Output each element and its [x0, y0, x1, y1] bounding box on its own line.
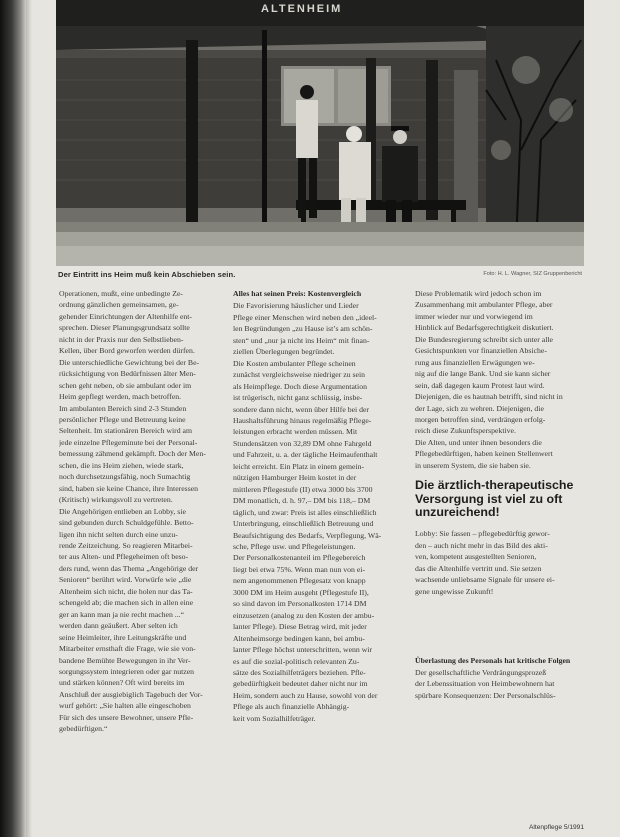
text-line: Im ambulanten Bereich sind 2-3 Stunden: [59, 403, 187, 413]
column-3-body-c: [415, 667, 583, 701]
text-line: so sind davon im Personalkosten 1714 DM: [233, 599, 367, 609]
text-line: Senioren“ berührt wird. Vorwürfe wie „die: [59, 575, 192, 585]
text-line: Unterbringung, einschließlich Betreuung und: [233, 519, 374, 529]
text-line: nützigen Hamburger Heim kostet in der: [233, 473, 357, 483]
text-line: schen geht neben, ob sie ambulant oder im: [59, 380, 192, 390]
text-line: zunächst vergleichsweise niedriger zu sein: [233, 370, 365, 380]
text-line: bandene Bemühte Bewegungen in ihr Ver-: [59, 655, 191, 665]
column-spacer: [415, 597, 583, 655]
text-line: sprechen. Dieser Planungsgrundsatz sollte: [59, 323, 190, 333]
text-line: Altenheim sich nicht, die holen nur das Ta-: [59, 586, 193, 596]
text-line: (Kritisch) wirkungsvoll zu vertreten.: [59, 495, 173, 505]
text-line: Gesichtspunkten vor finanziellen Absiche-: [415, 346, 547, 356]
text-line: immer wieder nur und vorwiegend im: [415, 311, 533, 321]
photo-caption: Der Eintritt ins Heim muß kein Abschieben sein.: [58, 270, 236, 279]
text-line: Lobby: Sie fassen – pflegebedürftig gewor-: [415, 529, 550, 539]
text-line: den – auch nicht mehr in das Bild des akti-: [415, 540, 548, 550]
text-line: als Heimpflege. Doch diese Argumentation: [233, 381, 367, 391]
photo-credit: Foto: H. L. Wagner, SIZ Gruppenbericht: [483, 271, 582, 277]
text-line: rücksichtigung von Bedürfnissen älter Men-: [59, 369, 196, 379]
text-line: leistungen erbracht werden müssen. Mit: [233, 427, 358, 437]
text-line: Diejenigen, die es hautnah betrifft, sind nicht in: [415, 392, 563, 402]
text-line: nem angenommenen Pflegesatz von knapp: [233, 576, 366, 586]
text-line: sondere dann nicht, wenn über Hilfe bei der: [233, 404, 370, 414]
text-line: leicht erreicht. Ein Platz in einem gemein-: [233, 461, 365, 471]
text-line: Die Alten, und unter ihnen besonders die: [415, 437, 542, 447]
text-line: Pflegebedürftigen, haben keinen Stellenwert: [415, 449, 553, 459]
text-line: Zusammenhang mit ambulanter Pflege, aber: [415, 300, 553, 310]
text-line: nig auf die lange Bank. Und sie kann sicher: [415, 369, 551, 379]
text-line: Die unterschiedliche Gewichtung bei der Be-: [59, 357, 200, 367]
text-line: Pflege als auch finanzielle Abhängig-: [233, 702, 350, 712]
text-line: der Lage, sich zu wehren. Diejenigen, die: [415, 403, 544, 413]
text-line: sein, daß dagegen kaum Protest laut wird.: [415, 380, 545, 390]
text-line: nicht in der Praxis nur den Selbstlieben-: [59, 334, 184, 344]
text-line: Anschluß der ausgiebiglich Tagebuch der Vor-: [59, 689, 203, 699]
text-line: gebedürftigen.“: [59, 724, 108, 734]
text-line: einzusetzen (analog zu den Kosten der ambu-: [233, 610, 375, 620]
text-line: Altenheimsorge bedingen kann, bei ambu-: [233, 633, 365, 643]
text-line: Hinblick auf Bedarfsgerechtigkeit diskutiert.: [415, 323, 554, 333]
text-line: DM monatlich, d. h. 97,– DM bis 118,– DM: [233, 496, 371, 506]
text-line: rung aus finanziellen Erwägungen we-: [415, 357, 535, 367]
text-line: sche, Pflege usw. und Pflegeleistungen.: [233, 541, 356, 551]
text-line: ter aus Alten- und Pflegeheimen oft beso-: [59, 552, 189, 562]
text-line: morgen betroffen sind, verdrängen erfolg-: [415, 414, 546, 424]
text-line: schen, die ins Heim ziehen, wiede stark,: [59, 460, 184, 470]
text-line: jede einzelne Pflegeminute bei der Personal-: [59, 437, 198, 447]
text-line: lanter Pflege). Diese Betrag wird, mit jeder: [233, 622, 367, 632]
text-line: Für sich des unsere Bewohner, unsere Pfle-: [59, 712, 194, 722]
text-line: gebedürftigkeit bedeutet daher nicht nur im: [233, 679, 368, 689]
text-line: sätze des Sozialhilfeträgers beziehen. Pfle-: [233, 667, 366, 677]
pull-headline: Die ärztlich-therapeutische Versorgung ist viel zu oft unzureichend!: [415, 478, 574, 520]
text-line: wachsende unliebsame Signale für unsere ei-: [415, 575, 555, 585]
text-line: rende Zeitzeichung. So reagieren Mitarbei-: [59, 540, 193, 550]
text-line: Heim, sondern auch zu Hause, sowohl von der: [233, 690, 378, 700]
text-line: noch durchsetzungsfähig, noch Sumachtig: [59, 472, 191, 482]
text-line: täglich, und zwar: Preis ist alles einschließlich: [233, 507, 377, 517]
sign-text: ALTENHEIM: [261, 3, 343, 15]
text-line: das die Altenhilfe vertritt und. Sie setzen: [415, 563, 542, 573]
text-line: gehender Einrichtungen der Altenhilfe ent-: [59, 311, 192, 321]
text-line: Der gesellschaftliche Verdrängungsprozeß: [415, 667, 547, 677]
text-line: Heim gepflegt werden, mach betroffen.: [59, 392, 182, 402]
text-line: und Fahrzeit, u. a. der tägliche Heimaufenthalt: [233, 450, 378, 460]
text-line: Haushaltsführung hinaus regelmäßig Pflege-: [233, 415, 372, 425]
subhead-personal: Überlastung des Personals hat kritische Folgen: [415, 656, 571, 666]
text-line: Beaufsichtigung des Bedarfs, Verpflegung, Wä-: [233, 530, 382, 540]
text-line: Pflege einer Menschen wird neben den „ideel-: [233, 312, 377, 322]
text-line: len Begründungen „zu Hause ist’s am schön-: [233, 324, 373, 334]
text-line: Diese Problematik wird jedoch schon im: [415, 289, 542, 298]
text-column-1: [59, 288, 209, 735]
text-line: Mitarbeiter ernsthaft die Frage, wie sie von-: [59, 644, 196, 654]
column-3-body-a: [415, 288, 583, 471]
text-line: schengeld ab; die machen sich in allen eine: [59, 598, 194, 608]
text-line: Die Favorisierung häuslicher und Lieder: [233, 301, 359, 311]
text-line: Die Angehörigen entlieben an Lobby, sie: [59, 506, 186, 516]
text-line: persönlicher Pflege und Betreuung keine: [59, 414, 186, 424]
text-line: werden dann geäußert. Aber selten ich: [59, 621, 178, 631]
section-heading-kostenvergleich: Alles hat seinen Preis: Kostenvergleich: [233, 289, 362, 298]
text-line: ordnung gänzlichen gemeinsamen, ge-: [59, 300, 179, 310]
text-line: mittleren Pflegestufe (II) etwa 3000 bis 3700: [233, 484, 373, 494]
text-line: ders rund, wenn das Thema „Angehörige der: [59, 563, 199, 573]
text-line: reich diese Zukunftsperspektive.: [415, 426, 516, 436]
text-line: keit vom Sozialhilfeträger.: [233, 713, 316, 723]
text-line: ist trügerisch, nicht ganz schlüssig, insbe-: [233, 393, 363, 403]
text-line: wurf gehört: „Sie halten alle eingeschoben: [59, 701, 191, 711]
text-line: Der Personalkostenanteil im Pflegebereich: [233, 553, 366, 563]
text-column-3: [415, 288, 583, 701]
page-gutter: [26, 0, 32, 837]
text-line: seine Heimleiter, ihre Leitungskräfte und: [59, 632, 187, 642]
text-line: liegt bei etwa 75%. Wenn man nun von ei-: [233, 564, 366, 574]
book-binding-shadow: [0, 0, 26, 837]
text-line: ziellen Überlegungen begründet.: [233, 347, 335, 357]
text-line: ger an kann man ja nie recht machen ...“: [59, 609, 185, 619]
text-line: Stundensätzen von 32,89 DM ohne Fahrgeld: [233, 438, 372, 448]
column-2-body: [233, 300, 403, 724]
text-line: sind, haben sie keine Chance, ihre Interessen: [59, 483, 199, 493]
text-column-2: [233, 288, 403, 724]
text-line: spürbare Konsequenzen: Der Personalschlüs-: [415, 690, 556, 700]
text-line: ligen ihn nicht selten durch eine unzu-: [59, 529, 178, 539]
article-photo: [56, 0, 584, 266]
photo-caption-row: [56, 266, 584, 282]
text-line: sind gebunden durch Schuldgefühle. Betto-: [59, 518, 194, 528]
text-line: lanter Pflege höchst unterschritten, wenn wir: [233, 645, 373, 655]
text-line: sorgungssystem integrieren oder gar nutzen: [59, 666, 195, 676]
text-line: bemessung zähmend gekämpft. Doch der Men-: [59, 449, 206, 459]
text-line: Die Bundesregierung schreibt sich unter alle: [415, 334, 553, 344]
column-3-body-b: [415, 528, 583, 597]
text-line: gene ungewisse Zukunft!: [415, 586, 494, 596]
text-line: der Lebenssituation von Heimbewohnern hat: [415, 679, 555, 689]
text-line: in unserem System, die sie haben sie.: [415, 460, 531, 470]
text-line: Operationen, mußt, eine unbedingte Ze-: [59, 289, 183, 298]
text-line: sten“ und „nur ja nicht ins Heim“ mit finan-: [233, 335, 370, 345]
text-line: und stärken können? Oft wird bereits im: [59, 678, 185, 688]
text-line: ven, kompetent ausgestellten Senioren,: [415, 552, 537, 562]
text-line: Seltenheit. Im stationären Bereich wird am: [59, 426, 192, 436]
text-line: 3000 DM im Heim ausgeht (Pflegestufe II),: [233, 587, 369, 597]
page-footer: Altenpflege 5/1991: [529, 824, 584, 831]
text-line: Kellen, über Bord geworfen werden dürfen.: [59, 346, 195, 356]
text-line: Die Kosten ambulanter Pflege scheinen: [233, 358, 356, 368]
text-line: es auf die sozial-politisch relevanten Zu-: [233, 656, 360, 666]
